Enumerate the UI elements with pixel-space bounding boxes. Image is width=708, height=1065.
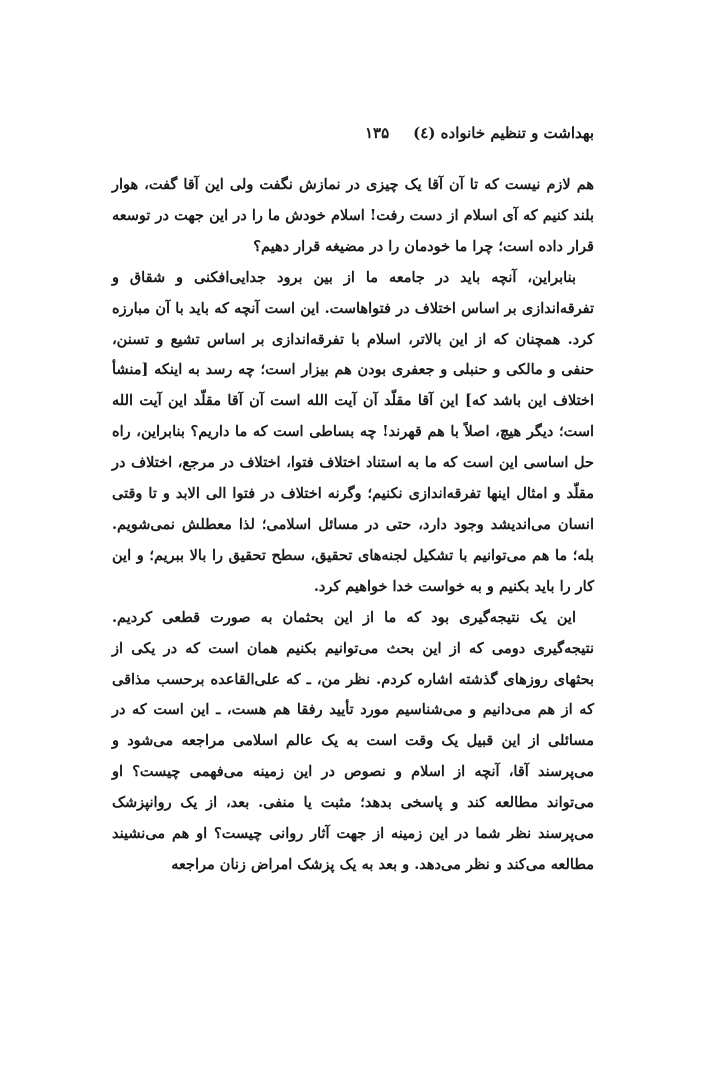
paragraph: بنابراین، آنچه باید در جامعه ما از بین برود جدایی‌افکنی و شقاق و تفرقه‌اندازی بر اساس اختلاف در فتواهاست. این است آنچه که باید با آن مبارزه کرد. همچنان که از این بالاتر، اسلام با تفرقه‌اندازی بر اساس تشیع و تسنن، حنفی و مالکی و حنبلی و جعفری بودن هم بیزار است؛ چه رسد به اینکه [منشأ اختلاف این باشد که] این آقا مقلّد آن آیت الله است آن آقا مقلّد این آیت الله است؛ دیگر هیچ، اصلاً با هم قهرند! چه بساطی است که ما داریم؟ بنابراین، راه حل اساسی این است که ما به استناد اختلاف فتوا، اختلاف در مرجع، اختلاف در مقلّد و امثال اینها تفرقه‌اندازی نکنیم؛ وگرنه اختلاف در فتوا الی الابد و تا وقتی انسان می‌اندیشد وجود دارد، حتی در مسائل اسلامی؛ لذا معطلش نمی‌شویم. بله؛ ما هم می‌توانیم با تشکیل لجنه‌های تحقیق، سطح تحقیق را بالا ببریم؛ و این کار را باید بکنیم و به خواست خدا خواهیم کرد.: [112, 268, 594, 595]
paragraph: هم لازم نیست که تا آن آقا یک چیزی در نمازش نگفت ولی این آقا گفت، هوار بلند کنیم که آی اسلام از دست رفت! اسلام خودش ما را در این جهت در توسعه قرار داده است؛ چرا ما خودمان را در مضیغه قرار دهیم؟: [112, 176, 594, 255]
paragraph: این یک نتیجه‌گیری بود که ما از این بحثمان به صورت قطعی کردیم. نتیجه‌گیری دومی که از این بحث می‌توانیم بکنیم همان است که در یکی از بحثهای روزهای گذشته اشاره کردم. نظر من، ـ که علی‌القاعده برحسب مذاقی که از هم می‌دانیم و می‌شناسیم مورد تأیید رفقا هم هست، ـ این است که در مسائلی از این قبیل یک وقت است به یک عالم اسلامی مراجعه می‌شود و می‌پرسند آقا، آنچه از اسلام و نصوص در این زمینه می‌فهمی چیست؟ او می‌تواند مطالعه کند و پاسخی بدهد؛ مثبت یا منفی. بعد، از یک روانپزشک می‌پرسند نظر شما در این زمینه از جهت آثار روانی چیست؟ او هم می‌نشیند مطالعه می‌کند و نظر می‌دهد. و بعد به یک پزشک امراض زنان مراجعه: [112, 608, 594, 873]
page-number: ۱۳۵: [365, 124, 390, 142]
running-title: بهداشت و تنظیم خانواده (٤): [413, 124, 594, 142]
body-text: [112, 170, 594, 881]
running-header: [114, 120, 594, 146]
